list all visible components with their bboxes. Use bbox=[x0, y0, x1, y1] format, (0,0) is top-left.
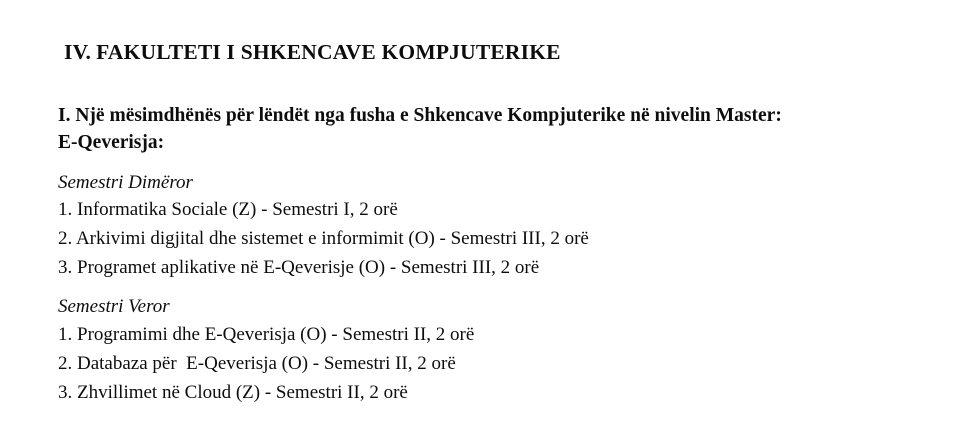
list-item: 1. Programimi dhe E-Qeverisja (O) - Semestri II, 2 orë bbox=[58, 324, 475, 346]
page-title-numeral: IV. bbox=[64, 40, 92, 64]
semester-subheading-summer: Semestri Veror bbox=[58, 296, 170, 318]
section-heading-line-1: I. Një mësimdhënës për lëndët nga fusha e Shkencave Kompjuterike në nivelin Master: bbox=[58, 104, 782, 126]
semester-group-winter bbox=[58, 171, 940, 282]
list-item: 2. Databaza për E-Qeverisja (O) - Semestri II, 2 orë bbox=[58, 353, 456, 375]
list-item: 3. Programet aplikative në E-Qeverisje (O) - Semestri III, 2 orë bbox=[58, 256, 540, 278]
semester-group-summer bbox=[58, 295, 940, 407]
section-heading-line-2: E-Qeverisja: bbox=[58, 132, 165, 154]
page-title-text: FAKULTETI I SHKENCAVE KOMPJUTERIKE bbox=[96, 40, 561, 64]
list-item: 1. Informatika Sociale (Z) - Semestri I, 2 orë bbox=[58, 198, 398, 220]
semester-subheading-winter: Semestri Dimëror bbox=[58, 172, 193, 194]
page-title bbox=[64, 40, 940, 66]
document-content bbox=[58, 40, 940, 408]
section-heading bbox=[58, 102, 918, 157]
list-item: 2. Arkivimi digjital dhe sistemet e informimit (O) - Semestri III, 2 orë bbox=[58, 227, 589, 249]
course-list-winter bbox=[58, 196, 940, 283]
list-item: 3. Zhvillimet në Cloud (Z) - Semestri II, 2 orë bbox=[58, 381, 408, 403]
course-list-summer bbox=[58, 321, 940, 408]
